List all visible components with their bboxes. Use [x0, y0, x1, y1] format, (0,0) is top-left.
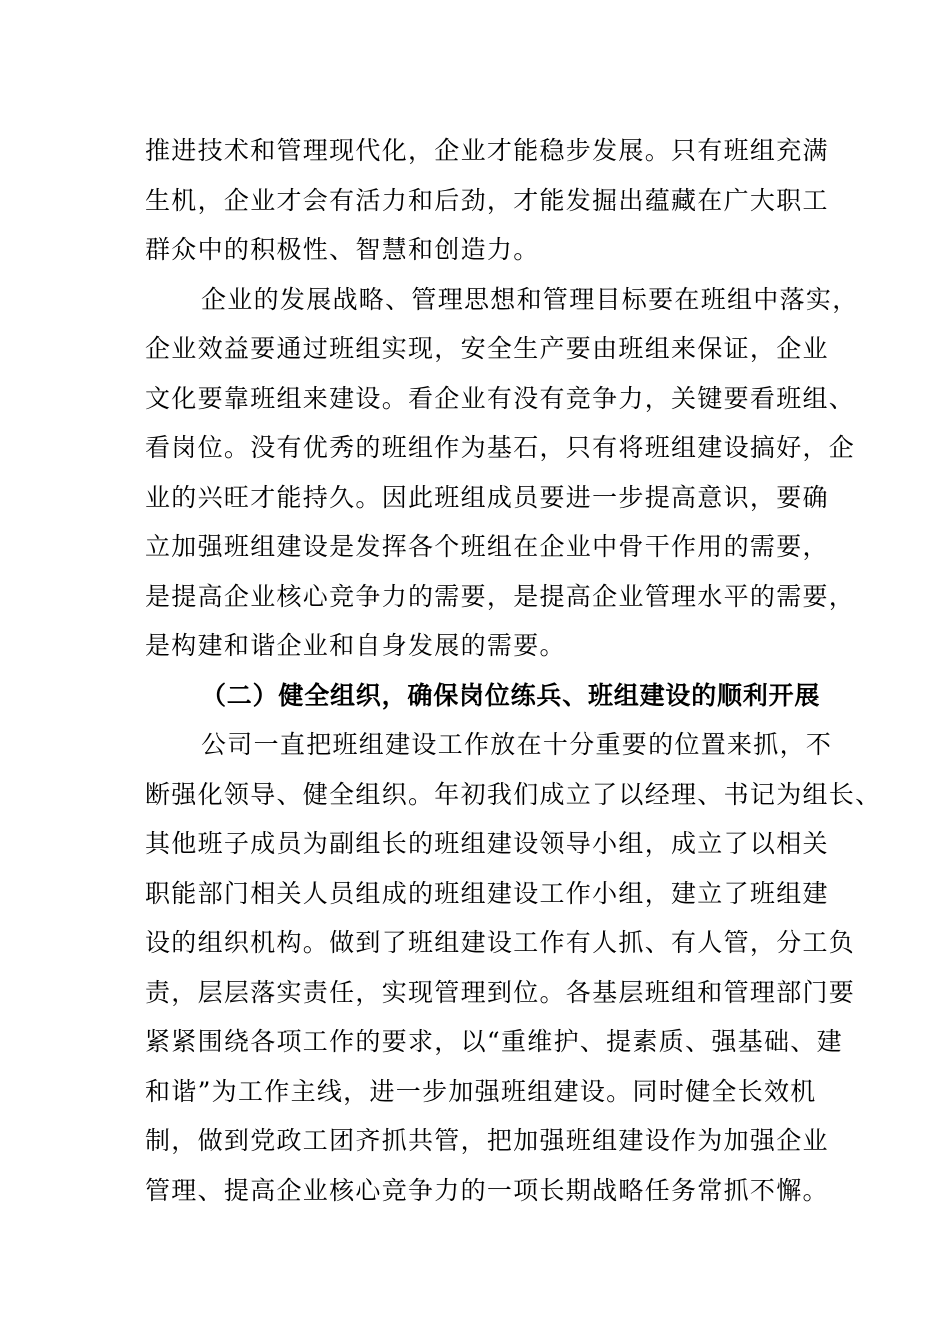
text-line: 和谐”为工作主线，进一步加强班组建设。同时健全长效机	[145, 1076, 817, 1106]
text-line: 立加强班组建设是发挥各个班组在企业中骨干作用的需要，	[145, 532, 829, 561]
section-heading: （二）健全组织，确保岗位练兵、班组建设的顺利开展	[201, 680, 821, 710]
text-line: 文化要靠班组来建设。看企业有没有竞争力，关键要看班组、	[145, 383, 856, 413]
text-line: 职能部门相关人员组成的班组建设工作小组，建立了班组建	[145, 878, 829, 908]
paragraph-2	[145, 275, 859, 671]
document-body	[145, 126, 882, 1215]
text-line: 生机，企业才会有活力和后劲，才能发掘出蕴藏在广大职工	[145, 185, 829, 215]
text-line: 群众中的积极性、智慧和创造力。	[145, 235, 540, 264]
text-line: 紧紧围绕各项工作的要求，以“重维护、提素质、强基础、建	[145, 1027, 843, 1056]
paragraph-1	[145, 126, 829, 275]
text-line: 是构建和谐企业和自身发展的需要。	[145, 631, 566, 660]
text-line: 企业的发展战略、管理思想和管理目标要在班组中落实，	[201, 284, 859, 314]
text-line: 看岗位。没有优秀的班组作为基石，只有将班组建设搞好，企	[145, 433, 856, 462]
text-line: 断强化领导、健全组织。年初我们成立了以经理、书记为组长、	[145, 779, 882, 809]
text-line: 是提高企业核心竞争力的需要，是提高企业管理水平的需要，	[145, 581, 856, 611]
text-line: 业的兴旺才能持久。因此班组成员要进一步提高意识，要确	[145, 482, 829, 512]
text-line: 责，层层落实责任，实现管理到位。各基层班组和管理部门要	[145, 977, 856, 1007]
text-line: 制，做到党政工团齐抓共管，把加强班组建设作为加强企业	[145, 1126, 829, 1155]
text-line: 设的组织机构。做到了班组建设工作有人抓、有人管，分工负	[145, 928, 856, 957]
text-line: 企业效益要通过班组实现，安全生产要由班组来保证，企业	[145, 334, 829, 363]
text-line: 其他班子成员为副组长的班组建设领导小组，成立了以相关	[145, 829, 829, 858]
text-line: 推进技术和管理现代化，企业才能稳步发展。只有班组充满	[145, 136, 829, 165]
paragraph-3	[145, 720, 882, 1215]
text-line: 管理、提高企业核心竞争力的一项长期战略任务常抓不懈。	[145, 1175, 829, 1205]
text-line: 公司一直把班组建设工作放在十分重要的位置来抓，不	[201, 730, 833, 759]
